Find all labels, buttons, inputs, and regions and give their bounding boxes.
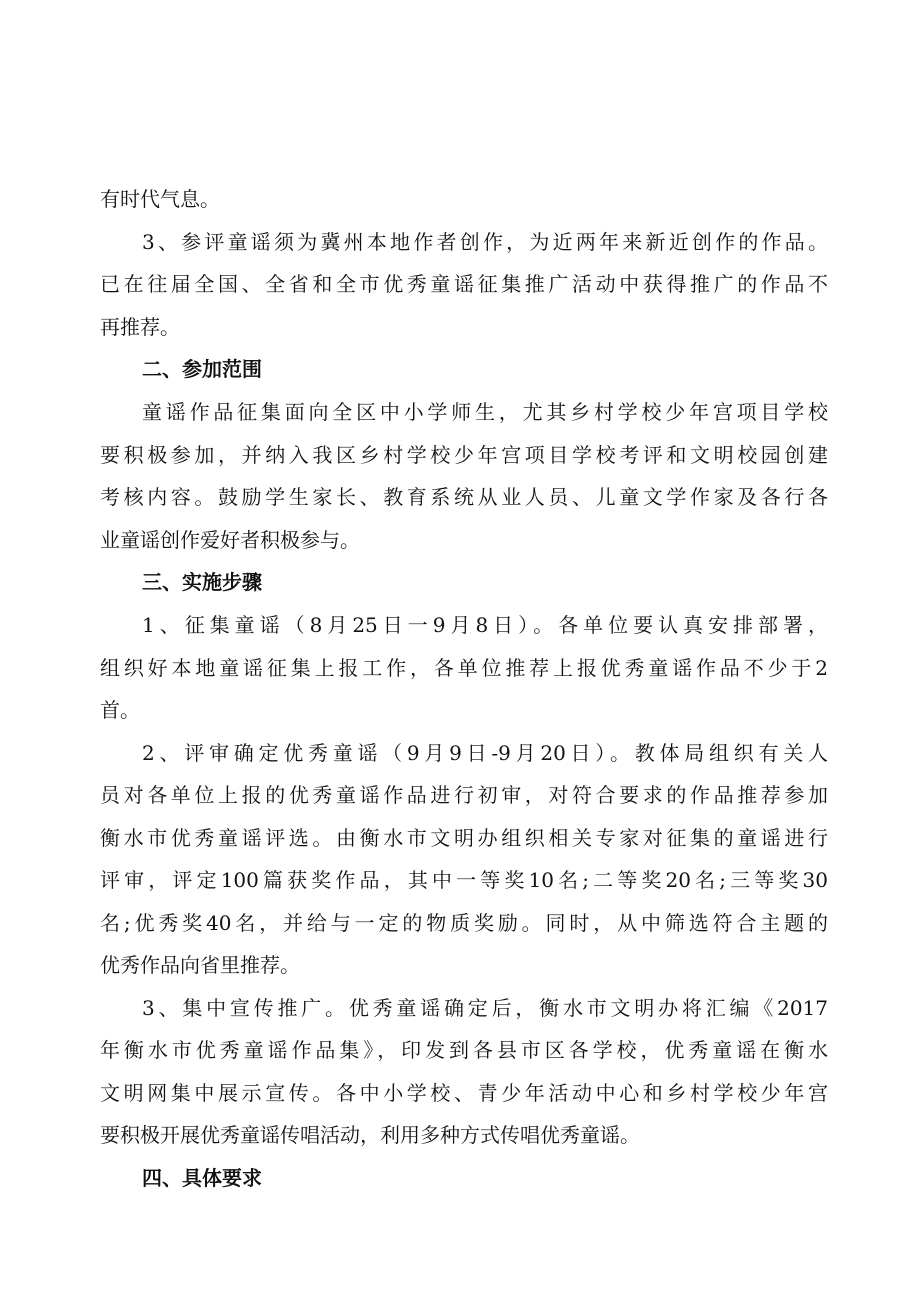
text-line: 童谣作品征集面向全区中小学师生，尤其乡村学校少年宫项目学校 <box>142 400 828 424</box>
text-line: 组织好本地童谣征集上报工作，各单位推荐上报优秀童谣作品不少于2 <box>100 655 828 680</box>
text-line: 1、征集童谣（8月25日一9月8日）。各单位要认真安排部署， <box>142 613 828 637</box>
text-line: 再推荐。 <box>100 314 180 339</box>
text-line: 首。 <box>100 698 140 722</box>
paragraph-step-3 <box>100 987 828 1157</box>
text-line: 业童谣创作爱好者积极参与。 <box>100 527 360 552</box>
text-line: 要积极开展优秀童谣传唱活动，利用多种方式传唱优秀童谣。 <box>100 1123 640 1147</box>
paragraph-requirement-3 <box>100 221 828 349</box>
paragraph-step-1 <box>100 604 828 732</box>
text-line: 2、评审确定优秀童谣（9月9日-9月20日）。教体局组织有关人 <box>142 740 828 765</box>
document-page <box>100 178 828 1200</box>
text-line: 已在往届全国、全省和全市优秀童谣征集推广活动中获得推广的作品不 <box>100 272 828 296</box>
text-line: 名;优秀奖40名，并给与一定的物质奖励。同时，从中筛选符合主题的 <box>100 910 828 935</box>
text-line: 优秀作品向省里推荐。 <box>100 953 300 977</box>
paragraph-scope <box>100 391 828 561</box>
section-heading-requirements: 四、具体要求 <box>142 1165 262 1190</box>
text-line: 衡水市优秀童谣评选。由衡水市文明办组织相关专家对征集的童谣进行 <box>100 825 828 850</box>
text-line: 要积极参加，并纳入我区乡村学校少年宫项目学校考评和文明校园创建 <box>100 442 828 467</box>
text-line: 3、参评童谣须为冀州本地作者创作，为近两年来新近创作的作品。 <box>142 229 828 254</box>
section-heading-scope: 二、参加范围 <box>142 357 262 381</box>
text-line: 文明网集中展示宣传。各中小学校、青少年活动中心和乡村学校少年宫 <box>100 1080 828 1105</box>
text-line: 员对各单位上报的优秀童谣作品进行初审，对符合要求的作品推荐参加 <box>100 783 828 807</box>
text-line: 考核内容。鼓励学生家长、教育系统从业人员、儿童文学作家及各行各 <box>100 485 828 509</box>
text-line: 评审，评定100篇获奖作品，其中一等奖10名;二等奖20名;三等奖30 <box>100 868 828 892</box>
paragraph-step-2 <box>100 732 828 987</box>
text-line: 有时代气息。 <box>100 187 220 211</box>
text-line: 年衡水市优秀童谣作品集》，印发到各县市区各学校，优秀童谣在衡水 <box>100 1038 828 1062</box>
paragraph-continuation <box>100 178 828 221</box>
section-heading-steps: 三、实施步骤 <box>142 570 262 594</box>
text-line: 3、集中宣传推广。优秀童谣确定后，衡水市文明办将汇编《2017 <box>142 995 828 1020</box>
